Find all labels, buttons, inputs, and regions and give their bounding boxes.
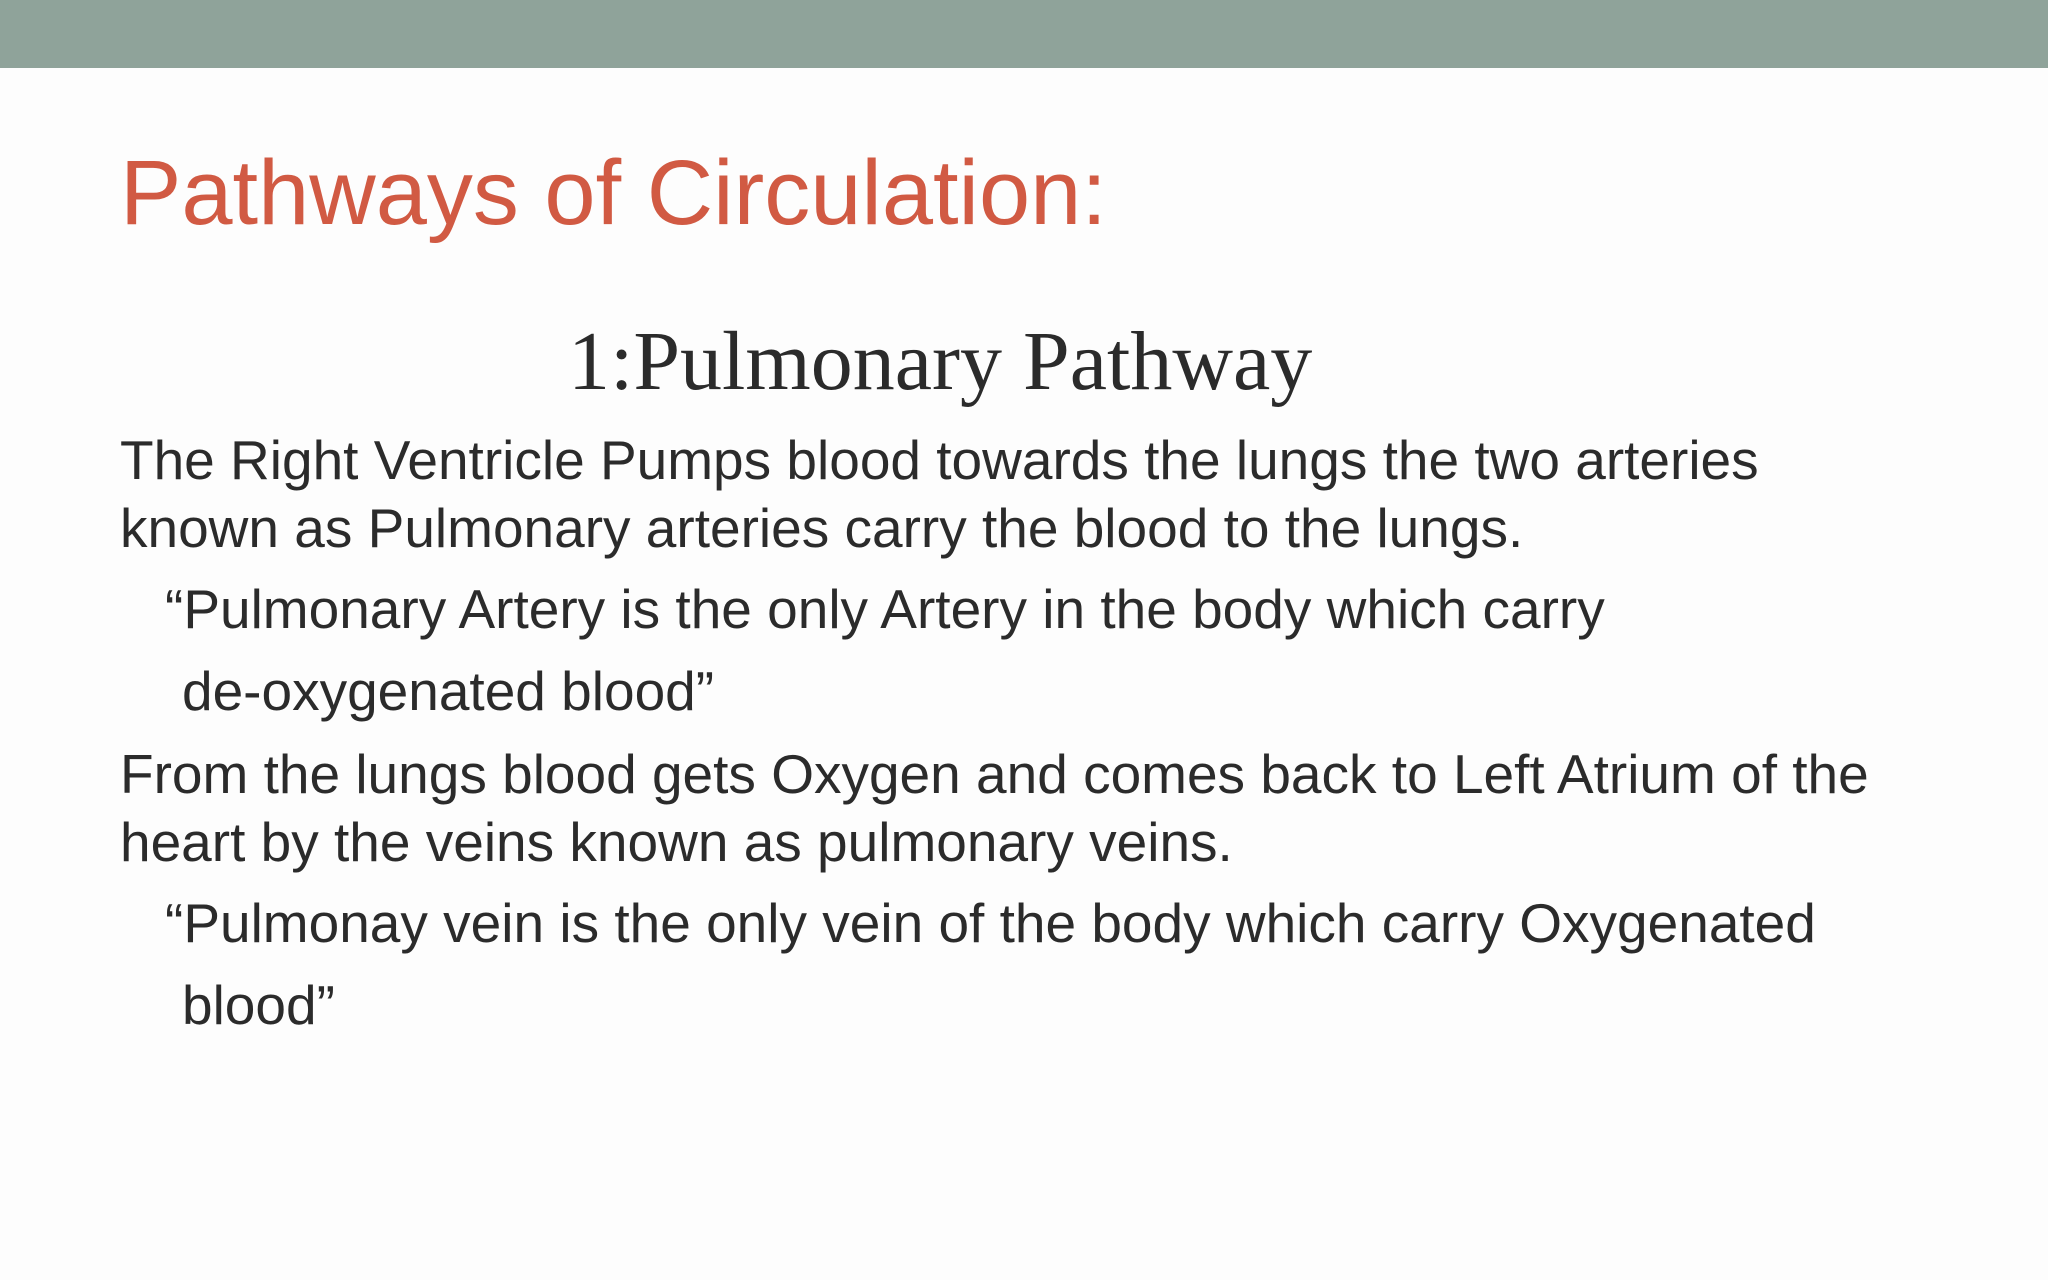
paragraph-line: The Right Ventricle Pumps blood towards the lungs the two arteries (120, 429, 1759, 491)
paragraph-right-ventricle (120, 426, 1759, 562)
quote-line: de-oxygenated blood” (182, 660, 715, 722)
paragraph-lungs-oxygen (120, 740, 1869, 876)
top-accent-bar (0, 0, 2048, 68)
slide-title: Pathways of Circulation: (120, 142, 1107, 244)
paragraph-line: known as Pulmonary arteries carry the blood to the lungs. (120, 497, 1524, 559)
paragraph-line: From the lungs blood gets Oxygen and comes back to Left Atrium of the (120, 743, 1869, 805)
slide-subtitle: 1:Pulmonary Pathway (568, 315, 1313, 408)
quote-line: “Pulmonary Artery is the only Artery in the body which carry (165, 578, 1605, 640)
quote-line: blood” (182, 974, 335, 1036)
quote-pulmonary-vein (165, 882, 1816, 1046)
quote-line: “Pulmonay vein is the only vein of the body which carry Oxygenated (165, 892, 1816, 954)
paragraph-line: heart by the veins known as pulmonary veins. (120, 811, 1233, 873)
quote-pulmonary-artery (165, 568, 1605, 732)
